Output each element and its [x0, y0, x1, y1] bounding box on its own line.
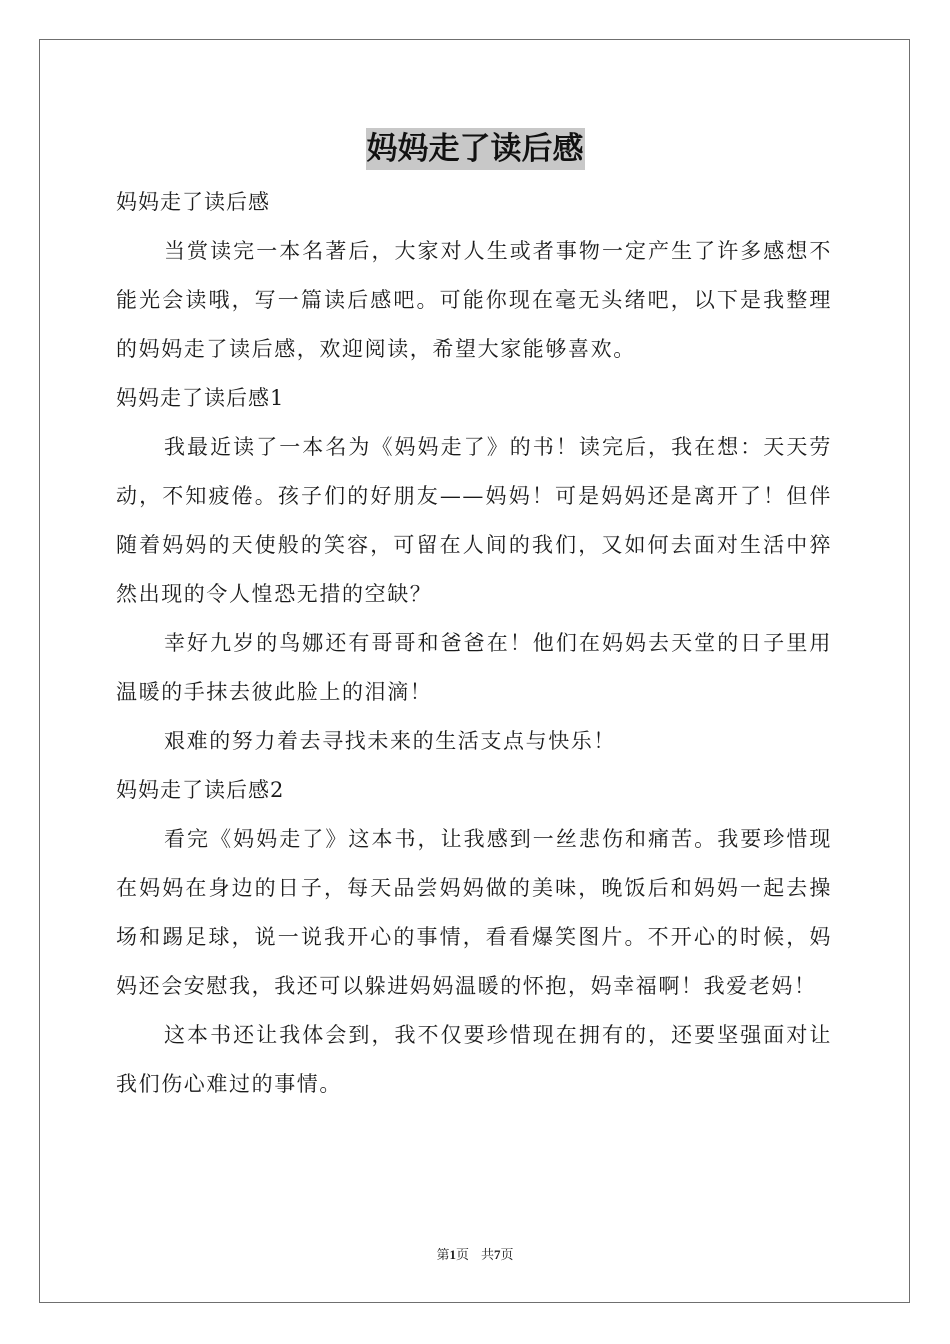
body-paragraph: 当赏读完一本名著后，大家对人生或者事物一定产生了许多感想不能光会读哦，写一篇读后感吧。可能你现在毫无头绪吧，以下是我整理的妈妈走了读后感，欢迎阅读，希望大家能够喜欢。 — [116, 239, 832, 361]
page-suffix: 页 — [455, 1247, 469, 1262]
title-container — [0, 128, 950, 170]
page-footer — [0, 1246, 950, 1264]
section-heading: 妈妈走了读后感 — [116, 190, 270, 214]
page-prefix: 第 — [436, 1247, 450, 1262]
body-paragraph: 我最近读了一本名为《妈妈走了》的书！读完后，我在想：天天劳动，不知疲倦。孩子们的好朋友——妈妈！可是妈妈还是离开了！但伴随着妈妈的天使般的笑容，可留在人间的我们，又如何去面对生活中猝然出现的令人惶恐无措的空缺？ — [116, 435, 832, 606]
document-body — [116, 178, 832, 1109]
section-heading: 妈妈走了读后感2 — [116, 778, 285, 802]
body-paragraph: 这本书还让我体会到，我不仅要珍惜现在拥有的，还要坚强面对让我们伤心难过的事情。 — [116, 1023, 832, 1096]
body-paragraph: 艰难的努力着去寻找未来的生活支点与快乐！ — [164, 729, 616, 753]
section-heading: 妈妈走了读后感1 — [116, 386, 285, 410]
body-paragraph: 幸好九岁的鸟娜还有哥哥和爸爸在！他们在妈妈去天堂的日子里用温暖的手抹去彼此脸上的泪滴！ — [116, 631, 832, 704]
page-total: 7 — [494, 1247, 501, 1262]
page-current: 1 — [449, 1247, 456, 1262]
document-title: 妈妈走了读后感 — [366, 128, 585, 170]
total-prefix: 共 — [481, 1247, 495, 1262]
body-paragraph: 看完《妈妈走了》这本书，让我感到一丝悲伤和痛苦。我要珍惜现在妈妈在身边的日子，每天品尝妈妈做的美味，晚饭后和妈妈一起去操场和踢足球，说一说我开心的事情，看看爆笑图片。不开心的时候，妈妈还会安慰我，我还可以躲进妈妈温暖的怀抱，妈幸福啊！我爱老妈！ — [116, 827, 832, 998]
total-suffix: 页 — [500, 1247, 514, 1262]
